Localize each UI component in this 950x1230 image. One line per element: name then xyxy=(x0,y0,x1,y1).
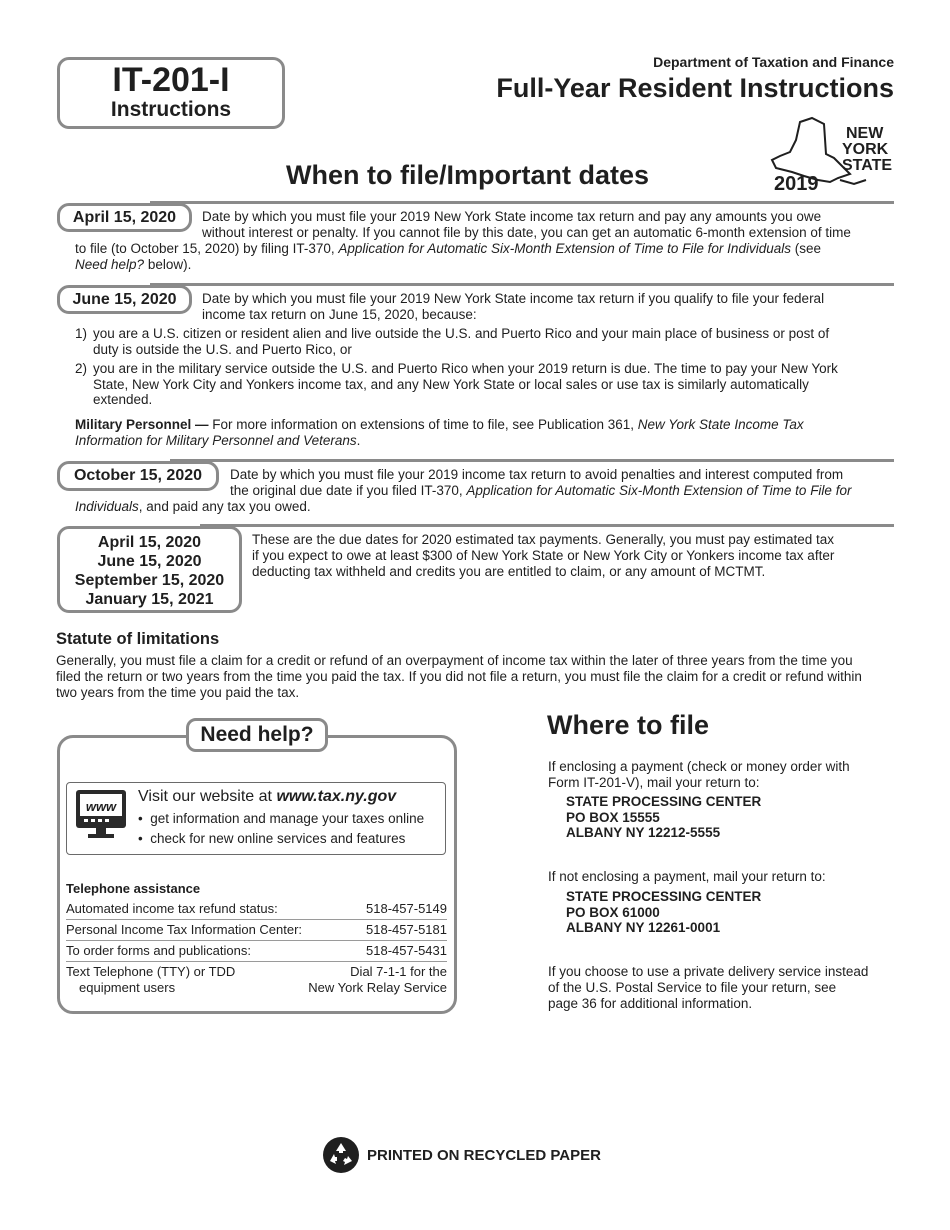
phone-row: To order forms and publications: 518-457-5431 xyxy=(66,943,447,962)
apr-text-1: Date by which you must file your 2019 New York State income tax return and pay any amounts you owe xyxy=(202,209,822,224)
private-delivery-3: page 36 for additional information. xyxy=(548,996,753,1011)
date-badge-april: April 15, 2020 xyxy=(57,203,192,232)
section-heading-statute: Statute of limitations xyxy=(56,630,220,648)
apr-text-2: without interest or penalty. If you cannot file by this date, you can get an automatic 6-month extension of time xyxy=(202,225,851,240)
apr-text-3: to file (to October 15, 2020) by filing IT-370, Application for Automatic Six-Month Extension of Time to File for Individuals (see xyxy=(75,241,821,256)
statute-text-1: Generally, you must file a claim for a credit or refund of an overpayment of income tax within the later of three years from the time you xyxy=(56,653,853,668)
military-note: Military Personnel — For more information on extensions of time to file, see Publication 361, New York State Income Tax xyxy=(75,417,804,432)
est-date: April 15, 2020 xyxy=(97,534,202,551)
website-bullet: • get information and manage your taxes online xyxy=(138,811,425,826)
section-heading-where-to-file: Where to file xyxy=(547,710,710,740)
logo-line-state: STATE xyxy=(842,157,893,174)
date-badge-october: October 15, 2020 xyxy=(57,461,219,491)
form-number-box xyxy=(57,57,285,129)
est-date: September 15, 2020 xyxy=(74,572,225,589)
divider xyxy=(150,201,894,204)
address-no-payment: STATE PROCESSING CENTER PO BOX 61000 ALBANY NY 12261-0001 xyxy=(566,889,762,935)
private-delivery-2: of the U.S. Postal Service to file your return, see xyxy=(548,980,837,995)
jun-text-1: Date by which you must file your 2019 New York State income tax return if you qualify to file your federal xyxy=(202,291,825,306)
est-text-2: if you expect to owe at least $300 of New York State or New York City or Yonkers income tax after xyxy=(252,548,835,563)
oct-text-1: Date by which you must file your 2019 income tax return to avoid penalties and interest computed from xyxy=(230,467,844,482)
statute-text-3: two years from the time you paid the tax. xyxy=(56,685,300,700)
logo-line-york: YORK xyxy=(842,141,889,158)
telephone-heading: Telephone assistance xyxy=(66,881,201,896)
est-date: June 15, 2020 xyxy=(97,553,202,570)
new-york-state-logo xyxy=(770,116,898,192)
recycled-paper-note: PRINTED ON RECYCLED PAPER xyxy=(367,1147,601,1164)
website-link[interactable]: www.tax.ny.gov xyxy=(276,788,397,805)
no-payment-instructions: If not enclosing a payment, mail your return to: xyxy=(548,869,826,884)
recycle-icon xyxy=(322,1136,360,1174)
oct-text-2: the original due date if you filed IT-370, Application for Automatic Six-Month Extension of Time to File for xyxy=(230,483,852,498)
jun-text-2: income tax return on June 15, 2020, because: xyxy=(202,307,477,322)
divider xyxy=(150,283,894,286)
payment-instructions-2: Form IT-201-V), mail your return to: xyxy=(548,775,760,790)
form-number: IT-201-I xyxy=(112,61,230,99)
phone-row: Automated income tax refund status: 518-457-5149 xyxy=(66,901,447,920)
visit-website: Visit our website at www.tax.ny.gov xyxy=(138,788,397,805)
website-bullet: • check for new online services and features xyxy=(138,831,406,846)
logo-year: 2019 xyxy=(774,173,819,192)
est-text-1: These are the due dates for 2020 estimated tax payments. Generally, you must pay estimated tax xyxy=(252,532,835,547)
list-item: 2) you are in the military service outside the U.S. and Puerto Rico when your 2019 return is due. The time to pay your New York State, New York City and Yonkers income tax, and any New York State or local sales or use tax is similarly automatically extended. xyxy=(75,361,838,407)
section-heading-when-to-file: When to file/Important dates xyxy=(286,160,650,190)
military-note-2: Information for Military Personnel and Veterans. xyxy=(75,433,361,448)
phone-row: Personal Income Tax Information Center: 518-457-5181 xyxy=(66,922,447,941)
list-item: 1) you are a U.S. citizen or resident alien and live outside the U.S. and Puerto Rico and your main place of business or post of duty is outside the U.S. and Puerto Rico, or xyxy=(75,326,830,357)
page-title: Full-Year Resident Instructions xyxy=(496,73,894,103)
oct-text-3: Individuals, and paid any tax you owed. xyxy=(75,499,311,514)
divider xyxy=(170,459,894,462)
apr-text-4: Need help? below). xyxy=(75,257,192,272)
phone-row-tty: Text Telephone (TTY) or TDD equipment users Dial 7-1-1 for the New York Relay Service xyxy=(66,964,447,995)
estimated-tax-dates xyxy=(57,526,242,613)
form-subtitle: Instructions xyxy=(110,98,232,121)
payment-instructions-1: If enclosing a payment (check or money order with xyxy=(548,759,850,774)
address-payment: STATE PROCESSING CENTER PO BOX 15555 ALBANY NY 12212-5555 xyxy=(566,794,762,840)
monitor-www-text: www xyxy=(85,799,117,814)
computer-monitor-icon xyxy=(74,788,128,840)
need-help-title: Need help? xyxy=(186,718,328,752)
private-delivery-1: If you choose to use a private delivery service instead xyxy=(548,964,869,979)
divider xyxy=(200,524,894,527)
est-text-3: deducting tax withheld and credits you are entitled to claim, or any amount of MCTMT. xyxy=(252,564,766,579)
statute-text-2: filed the return or two years from the time you paid the tax. If you did not file a return, you must file the claim for a credit or refund within xyxy=(56,669,862,684)
date-badge-june: June 15, 2020 xyxy=(57,285,192,314)
logo-line-new: NEW xyxy=(846,125,884,142)
est-date: January 15, 2021 xyxy=(85,591,214,608)
department-name: Department of Taxation and Finance xyxy=(653,54,894,70)
